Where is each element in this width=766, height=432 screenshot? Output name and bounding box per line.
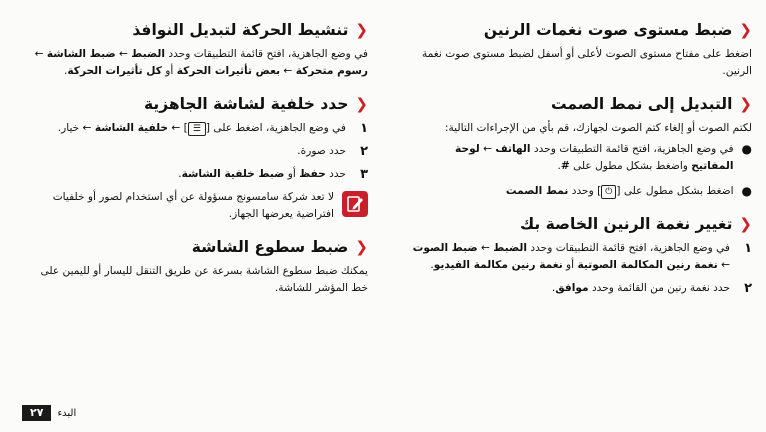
text: أو xyxy=(161,65,177,77)
brightness-title xyxy=(22,237,368,257)
arrow: ← xyxy=(34,48,47,60)
bold-text: الضبط xyxy=(131,48,166,60)
brightness-body: يمكنك ضبط سطوع الشاشة بسرعة عن طريق التنقل لليسار أو لليمين على خط المؤشر للشاشة. xyxy=(40,265,368,294)
text: . xyxy=(557,160,561,172)
step-number: ٢ xyxy=(744,281,752,296)
chevron-icon: ❮ xyxy=(739,21,752,39)
bullet-text xyxy=(412,141,734,175)
step-number: ٢ xyxy=(360,144,368,159)
page-number: ٢٧ xyxy=(22,405,51,421)
chevron-icon: ❮ xyxy=(355,95,368,113)
bold-text: الهاتف xyxy=(495,143,531,155)
silent-mode-title xyxy=(412,94,752,114)
ringtone-section xyxy=(412,214,752,297)
silent-mode-bullet-1 xyxy=(412,141,752,175)
brightness-section xyxy=(22,237,368,297)
bold-text: ضبط خلفية الشاشة xyxy=(181,168,285,180)
ringtone-title xyxy=(412,214,752,234)
ringtone-volume-section xyxy=(412,20,752,80)
bold-text: ضبط الصوت xyxy=(412,242,478,254)
text: أو xyxy=(284,168,300,180)
animation-title-text: تنشيط الحركة لتبديل النوافذ xyxy=(132,21,349,39)
bold-text: بعض تأثيرات الحركة xyxy=(176,65,281,77)
animation-section xyxy=(22,20,368,80)
chevron-icon: ❮ xyxy=(355,238,368,256)
ringtone-volume-title-text: ضبط مستوى صوت نغمات الرنين xyxy=(483,21,733,39)
text: ← خيار. xyxy=(57,122,95,134)
ringtone-step-2 xyxy=(412,280,752,297)
right-column xyxy=(412,20,752,311)
bold-text: ضبط الشاشة xyxy=(46,48,116,60)
bold-text: نمط الصمت xyxy=(505,185,569,197)
silent-mode-section xyxy=(412,94,752,200)
text: حدد نغمة رنين من القائمة وحدد xyxy=(588,282,730,294)
text: . xyxy=(64,65,68,77)
bold-text: لوحة المفاتيح xyxy=(455,143,734,172)
bold-text: نغمة رنين المكالمة الصوتية xyxy=(577,259,718,271)
chevron-icon: ❮ xyxy=(355,21,368,39)
animation-body xyxy=(22,46,368,80)
silent-mode-bullet-2 xyxy=(412,183,752,200)
bullet-icon: ● xyxy=(741,184,752,198)
wallpaper-step-2 xyxy=(22,143,368,160)
page-footer xyxy=(22,405,76,421)
text: أو xyxy=(562,259,578,271)
bullet-text: اضغط بشكل مطول على [⏻] وحدد نمط الصمت xyxy=(505,185,734,197)
text: في وضع الجاهزية، اضغط على xyxy=(210,122,346,134)
text: . xyxy=(178,168,182,180)
wallpaper-step-1 xyxy=(22,120,368,137)
ringtone-volume-title xyxy=(412,20,752,40)
wallpaper-section xyxy=(22,94,368,223)
text: حدد xyxy=(325,168,346,180)
arrow: ← xyxy=(477,242,494,254)
arrow: ← xyxy=(280,65,296,77)
arrow: ← xyxy=(115,48,132,60)
text: اضغط بشكل مطول على xyxy=(620,185,734,197)
bold-text: حفظ xyxy=(299,168,326,180)
ringtone-volume-body: اضغط على مفتاح مستوى الصوت لأعلى أو أسفل لضبط مستوى صوت نغمة الرنين. xyxy=(421,48,752,77)
chevron-icon: ❮ xyxy=(739,95,752,113)
step-number: ١ xyxy=(744,241,752,256)
note-pencil-icon xyxy=(342,191,368,217)
step-text xyxy=(178,166,346,183)
note-text: لا تعد شركة سامسونج مسؤولة عن أي استخدام لصور أو خلفيات افتراضية يعرضها الجهاز. xyxy=(52,191,334,220)
chevron-icon: ❮ xyxy=(739,215,752,233)
text: . xyxy=(551,282,556,294)
step-text: في وضع الجاهزية، اضغط على [☰] ← خلفية الشاشة ← خيار. xyxy=(57,122,346,134)
text: في وضع الجاهزية، افتح قائمة التطبيقات وحدد xyxy=(527,242,730,254)
text: . xyxy=(430,259,434,271)
left-column xyxy=(22,20,368,311)
arrow: ← xyxy=(479,143,496,155)
bold-text: خلفية الشاشة xyxy=(94,122,169,134)
bold-text: موافق xyxy=(555,282,589,294)
ringtone-step-1 xyxy=(412,240,752,274)
text: في وضع الجاهزية، افتح قائمة التطبيقات وحدد xyxy=(165,48,368,60)
menu-key-icon: ☰ xyxy=(188,122,206,136)
step-text xyxy=(412,240,730,274)
bullet-icon: ● xyxy=(741,142,752,156)
bold-text: رسوم متحركة xyxy=(295,65,368,77)
step-text xyxy=(552,280,730,297)
silent-mode-intro: لكتم الصوت أو إلغاء كتم الصوت لجهازك، قم بأي من الإجراءات التالية: xyxy=(444,122,752,134)
ringtone-title-text: تغيير نغمة الرنين الخاصة بك xyxy=(519,215,733,233)
text: وحدد xyxy=(568,185,598,197)
wallpaper-note xyxy=(22,189,368,223)
bold-text: كل تأثيرات الحركة xyxy=(67,65,162,77)
footer-label: البدء xyxy=(57,407,77,419)
step-number: ١ xyxy=(360,121,368,136)
text: واضغط بشكل مطول على xyxy=(569,160,692,172)
wallpaper-step-3 xyxy=(22,166,368,183)
silent-mode-title-text: التبديل إلى نمط الصمت xyxy=(551,95,733,113)
wallpaper-title xyxy=(22,94,368,114)
bold-text: الضبط xyxy=(493,242,528,254)
arrow: ← xyxy=(717,259,730,271)
brightness-title-text: ضبط سطوع الشاشة xyxy=(191,238,349,256)
bold-text: نغمة رنين مكالمة الفيديو xyxy=(433,259,563,271)
animation-title xyxy=(22,20,368,40)
power-key-icon: ⏻ xyxy=(601,185,616,199)
wallpaper-title-text: حدد خلفية لشاشة الجاهزية xyxy=(143,95,349,113)
arrow: ← xyxy=(168,122,184,134)
text: في وضع الجاهزية، افتح قائمة التطبيقات وحدد xyxy=(530,143,734,155)
bold-text: # xyxy=(560,160,570,172)
step-number: ٣ xyxy=(360,167,368,182)
step-text: حدد صورة. xyxy=(297,145,346,157)
